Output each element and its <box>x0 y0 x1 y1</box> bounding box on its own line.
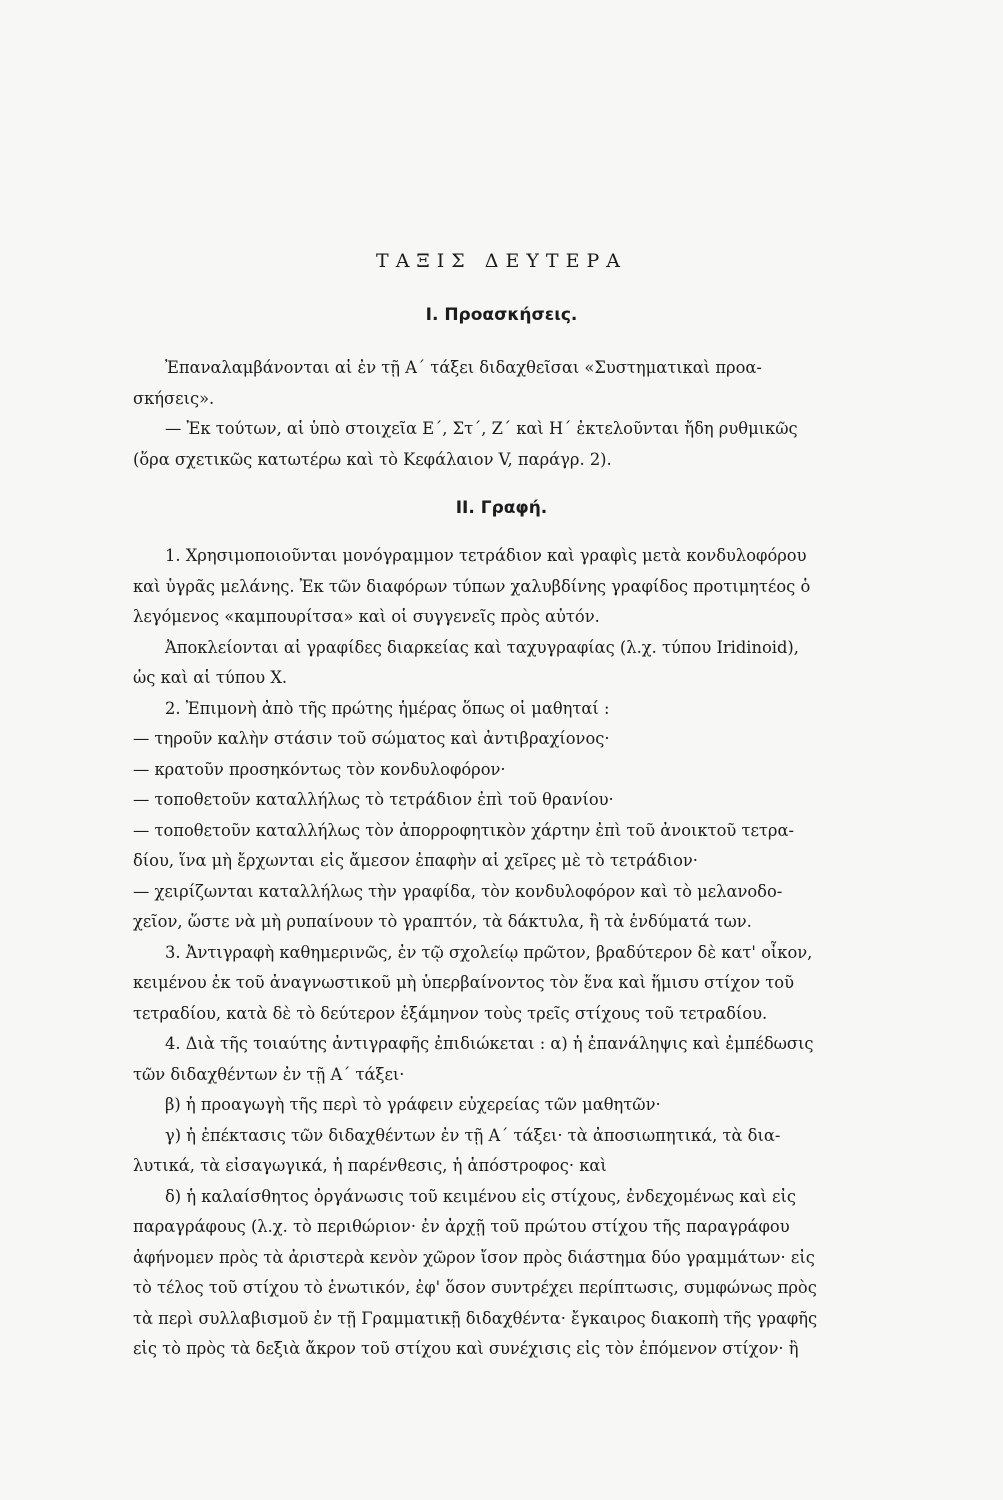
text-line: 2. Ἐπιμονὴ ἀπὸ τῆς πρώτης ἡμέρας ὅπως οἱ μαθηταί : <box>165 698 610 718</box>
text-line: τετραδίου, κατὰ δὲ τὸ δεύτερον ἑξάμηνον τοὺς τρεῖς στίχους τοῦ τετραδίου. <box>133 1003 768 1023</box>
text-line: ἀφήνομεν πρὸς τὰ ἀριστερὰ κενὸν χῶρον ἴσον πρὸς διάστημα δύο γραμμάτων· εἰς <box>133 1247 815 1267</box>
text-line: καὶ ὑγρᾶς μελάνης. Ἐκ τῶν διαφόρων τύπων χαλυβδίνης γραφίδος προτιμητέος ὁ <box>133 576 811 596</box>
text-line: — τηροῦν καλὴν στάσιν τοῦ σώματος καὶ ἀντιβραχίονος· <box>133 729 610 748</box>
text-line: β) ἡ προαγωγὴ τῆς περὶ τὸ γράφειν εὐχερείας τῶν μαθητῶν· <box>165 1095 661 1114</box>
text-line: Ἀποκλείονται αἱ γραφίδες διαρκείας καὶ ταχυγραφίας (λ.χ. τύπου Iridinoid), <box>165 637 799 657</box>
text-line: κειμένου ἐκ τοῦ ἀναγνωστικοῦ μὴ ὑπερβαίνοντος τὸν ἕνα καὶ ἥμισυ στίχον τοῦ <box>133 973 794 992</box>
text-line: τὰ περὶ συλλαβισμοῦ ἐν τῇ Γραμματικῇ διδαχθέντα· ἔγκαιρος διακοπὴ τῆς γραφῆς <box>133 1308 818 1328</box>
text-block-exercises <box>133 353 881 475</box>
text-line: σκήσεις». <box>133 388 215 408</box>
text-line: δίου, ἵνα μὴ ἔρχωνται εἰς ἄμεσον ἐπαφὴν αἱ χεῖρες μὲ τὸ τετράδιον· <box>133 851 698 870</box>
text-line: τῶν διδαχθέντων ἐν τῇ Α΄ τάξει· <box>133 1064 405 1084</box>
text-line: ὡς καὶ αἱ τύπου Χ. <box>133 668 288 687</box>
heading-writing: ΙΙ. Γραφή. <box>455 498 548 518</box>
text-line: λυτικά, τὰ εἰσαγωγικά, ἡ παρένθεσις, ἡ ἀπόστροφος· καὶ <box>133 1156 607 1175</box>
text-line: — τοποθετοῦν καταλλήλως τὸν ἀπορροφητικὸν χάρτην ἐπὶ τοῦ ἀνοικτοῦ τετρα- <box>133 820 794 840</box>
text-line: — Ἐκ τούτων, αἱ ὑπὸ στοιχεῖα Ε΄, Στ΄, Ζ΄ καὶ Η΄ ἐκτελοῦνται ἤδη ρυθμικῶς <box>165 419 798 438</box>
text-line: τὸ τέλος τοῦ στίχου τὸ ἑνωτικόν, ἐφ' ὅσον συντρέχει περίπτωσις, συμφώνως πρὸς <box>133 1278 817 1297</box>
text-line: 4. Διὰ τῆς τοιαύτης ἀντιγραφῆς ἐπιδιώκεται : α) ἡ ἐπανάληψις καὶ ἐμπέδωσις <box>165 1034 814 1053</box>
text-line: 3. Ἀντιγραφὴ καθημερινῶς, ἐν τῷ σχολείῳ πρῶτον, βραδύτερον δὲ κατ' οἶκον, <box>165 942 813 962</box>
text-line: — κρατοῦν προσηκόντως τὸν κονδυλοφόρον· <box>133 759 506 779</box>
section-title: ΤΑΞΙΣ ΔΕΥΤΕΡΑ <box>376 250 627 272</box>
text-line: γ) ἡ ἐπέκτασις τῶν διδαχθέντων ἐν τῇ Α΄ τάξει· τὰ ἀποσιωπητικά, τὰ δια- <box>165 1125 781 1145</box>
text-line: Ἐπαναλαμβάνονται αἱ ἐν τῇ Α΄ τάξει διδαχθεῖσαι «Συστηματικαὶ προα- <box>165 358 762 377</box>
text-line: λεγόμενος «καμπουρίτσα» καὶ οἱ συγγενεῖς πρὸς αὐτόν. <box>133 607 600 626</box>
text-line: — χειρίζωνται καταλλήλως τὴν γραφίδα, τὸν κονδυλοφόρον καὶ τὸ μελανοδο- <box>133 881 783 901</box>
text-line: παραγράφους (λ.χ. τὸ περιθώριον· ἐν ἀρχῇ τοῦ πρώτου στίχου τῆς παραγράφου <box>133 1217 790 1236</box>
text-block-writing <box>133 541 881 1365</box>
text-line: (ὅρα σχετικῶς κατωτέρω καὶ τὸ Κεφάλαιον V, παράγρ. 2). <box>133 449 612 469</box>
text-line: χεῖον, ὥστε νὰ μὴ ρυπαίνουν τὸ γραπτόν, τὰ δάκτυλα, ἢ τὰ ἐνδύματά των. <box>133 912 752 931</box>
text-line: 1. Χρησιμοποιοῦνται μονόγραμμον τετράδιον καὶ γραφὶς μετὰ κονδυλοφόρου <box>165 546 807 565</box>
text-line: δ) ἡ καλαίσθητος ὀργάνωσις τοῦ κειμένου εἰς στίχους, ἐνδεχομένως καὶ εἰς <box>165 1186 796 1206</box>
text-line: — τοποθετοῦν καταλλήλως τὸ τετράδιον ἐπὶ τοῦ θρανίου· <box>133 790 614 809</box>
text-line: εἰς τὸ πρὸς τὰ δεξιὰ ἄκρον τοῦ στίχου καὶ συνέχισις εἰς τὸν ἑπόμενον στίχον· ἢ <box>133 1339 799 1358</box>
heading-preparatory-exercises: Ι. Προασκήσεις. <box>425 305 578 325</box>
